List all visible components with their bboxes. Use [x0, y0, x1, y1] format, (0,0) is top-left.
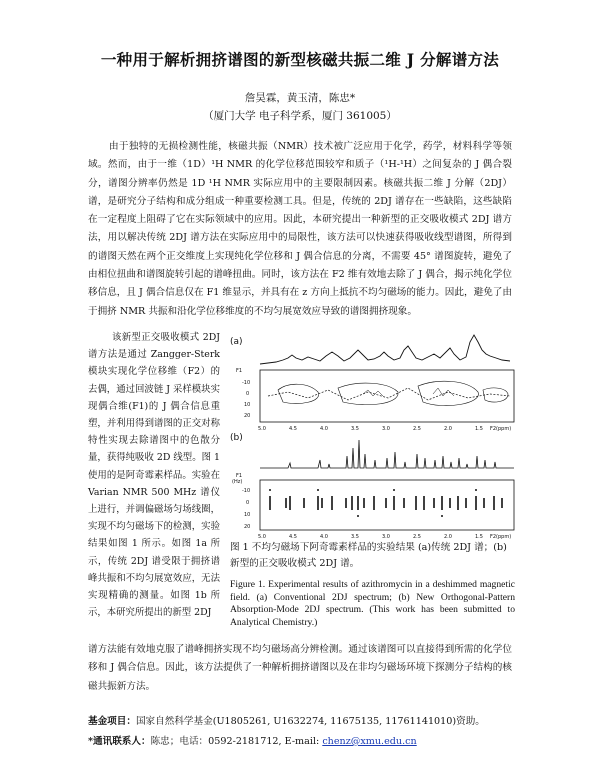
panel-a-f2-tick: 3.5: [351, 426, 359, 432]
panel-a-contour-ring: [338, 383, 398, 405]
email-link[interactable]: chenz@xmu.edu.cn: [322, 736, 417, 747]
panel-b-2d-peaks: [270, 496, 502, 510]
peak-dot: [441, 515, 443, 517]
funding-text: 国家自然科学基金(U1805261, U1632274, 11675135, 11761141010)资助。: [135, 716, 485, 727]
panel-a-f2-tick: 5.0: [258, 426, 266, 432]
panel-a-f1-tick: 0: [246, 391, 250, 397]
peak-dot: [393, 489, 395, 491]
panel-b-label: (b): [230, 433, 243, 443]
panel-a-label: (a): [230, 337, 243, 347]
panel-b-f2-label: F2(ppm): [490, 534, 512, 540]
panel-b-f2-tick: 4.0: [320, 534, 328, 540]
panel-a-f1-tick: 10: [244, 402, 251, 408]
panel-b-f1-tick: -10: [242, 488, 251, 494]
panel-b-f2-tick: 2.5: [413, 534, 421, 540]
closing-text: [88, 641, 512, 696]
funding-label: 基金项目：: [88, 716, 136, 727]
panel-a-f2-tick: 2.5: [413, 426, 421, 432]
paper-title: 一种用于解析拥挤谱图的新型核磁共振二维 J 分解谱方法: [100, 50, 500, 69]
panel-a-f2-tick: 3.0: [382, 426, 390, 432]
panel-a-contour-ring: [278, 384, 319, 403]
peak-dot: [357, 515, 359, 517]
abstract: [88, 138, 512, 321]
funding-line: [88, 712, 512, 732]
panel-b-1d-trace: [260, 440, 514, 468]
figure-caption-chinese: 图 1 不均匀磁场下阿奇霉素样品的实验结果 (a)传统 2DJ 谱；(b) 新型的正交吸收模式 2DJ 谱。: [230, 542, 507, 569]
panel-a-2d-frame: [260, 370, 514, 422]
panel-a-1d-trace: [260, 335, 510, 364]
panel-a-f2-tick: 4.0: [320, 426, 328, 432]
panel-b-f2-tick: 3.0: [382, 534, 390, 540]
authors: 詹昊霖，黄玉清，陈忠*: [244, 92, 356, 104]
panel-b-f2-tick: 2.0: [444, 534, 452, 540]
panel-a-contour-ring: [483, 388, 508, 402]
affiliation: （厦门大学 电子科学系，厦门 361005）: [203, 110, 397, 122]
closing-paragraph: 谱方法能有效地克服了谱峰拥挤实现不均匀磁场高分辨检测。通过该谱图可以直接得到所需的化学位移和 J 偶合信息。因此，该方法提供了一种解析拥挤谱图以及在非均匀磁场环境下探测分子结构的核磁共振新方法。: [88, 644, 512, 692]
figure-1: [228, 330, 518, 552]
panel-b-f1-unit: (Hz): [232, 479, 243, 485]
contact-line: [88, 732, 512, 752]
panel-a-dashed-contours: [268, 388, 510, 400]
left-column-text: [88, 329, 220, 621]
panel-a-f1-label: F1: [236, 368, 243, 374]
panel-b-f1-tick: 0: [246, 500, 250, 506]
contact-text: 陈忠；电话：0592-2181712, E-mail:: [150, 736, 323, 747]
panel-b-f2-tick: 4.5: [289, 534, 297, 540]
figure-caption-english: Figure 1. Experimental results of azithromycin in a deshimmed magnetic field. (a) Conventional 2DJ spectrum; (b) New Orthogonal-Pattern Absorption-Mode 2DJ spectrum. (This work has been submitted to Analytical Chemistry.): [230, 579, 515, 628]
peak-dot: [269, 489, 271, 491]
contact-label: *通讯联系人：: [88, 736, 151, 747]
panel-b-f1-label: F1: [236, 473, 243, 479]
panel-a-f2-tick: 2.0: [444, 426, 452, 432]
panel-a-f2-label: F2(ppm): [490, 426, 512, 432]
panel-a-f1-tick: -10: [242, 380, 251, 386]
left-column-paragraph: 该新型正交吸收模式 2DJ 谱方法是通过 Zangger-Sterk 模块实现化学位移维（F2）的去偶，通过回波链 J 采样模块实现偶合维(F1)的 J 偶合信息重塑，并利用得到谱图的正交对称特性实现去除谱图中的色散分量，获得纯吸收 2D 线型。图 1 使用的是阿奇霉素样品。实验在 Varian NMR 500 MHz 谱仪上进行，并调偏磁场匀场线圈，实现不均匀磁场下的检测，实验结果如图 1 所示。如图 1a 所示，传统 2DJ 谱受限于拥挤谱峰共振和不均匀展宽效应，无法实现精确的测量。如图 1b 所示，本研究所提出的新型 2DJ: [88, 332, 220, 619]
panel-a-f1-tick: 20: [244, 413, 251, 419]
panel-b-f2-tick: 3.5: [351, 534, 359, 540]
panel-b-2d-dots: [269, 489, 477, 517]
panel-a-f2-axis: [258, 426, 511, 432]
panel-b-f2-tick: 1.5: [475, 534, 483, 540]
panel-b-f2-tick: 5.0: [258, 534, 266, 540]
panel-a-contour-ring: [418, 381, 478, 405]
panel-a-f2-tick: 4.5: [289, 426, 297, 432]
panel-b-f1-tick: 20: [244, 524, 251, 530]
panel-b-f1-tick: 10: [244, 512, 251, 518]
abstract-paragraph: 由于独特的无损检测性能，核磁共振（NMR）技术被广泛应用于化学，药学，材料科学等领域。然而，由于一维（1D）¹H NMR 的化学位移范围较窄和质子（¹H-¹H）之间复杂的 J 偶合裂分，谱图分辨率仍然是 1D ¹H NMR 实际应用中的主要限制因素。核磁共振二维 J 分解（2DJ）谱，是研究分子结构和成分组成一种重要检测工具。但是，传统的 2DJ 谱存在一些缺陷，这些缺陷在一定程度上阻碍了它在实际领域中的应用。因此，本研究提出一种新型的正交吸收模式 2DJ 谱方法，用以解决传统 2DJ 谱方法在实际应用中的局限性，该方法可以快速获得吸收线型谱图，所得到的谱图天然在两个正交维度上实现纯化学位移和 J 偶合信息的分离，不需要 45° 谱图旋转，避免了由相位扭曲和谱图旋转引起的谱峰扭曲。同时，该方法在 F2 维有效地去除了 J 偶合，揭示纯化学位移信息，且 J 偶合信息仅在 F1 维显示，并具有在 z 方向上抵抗不均匀磁场的能力。因此，避免了由于拥挤 NMR 共振和沿化学位移维度的不均匀展宽效应导致的谱图拥挤现象。: [88, 141, 512, 317]
peak-dot: [475, 489, 477, 491]
panel-a-f2-tick: 1.5: [475, 426, 483, 432]
peak-dot: [317, 489, 319, 491]
